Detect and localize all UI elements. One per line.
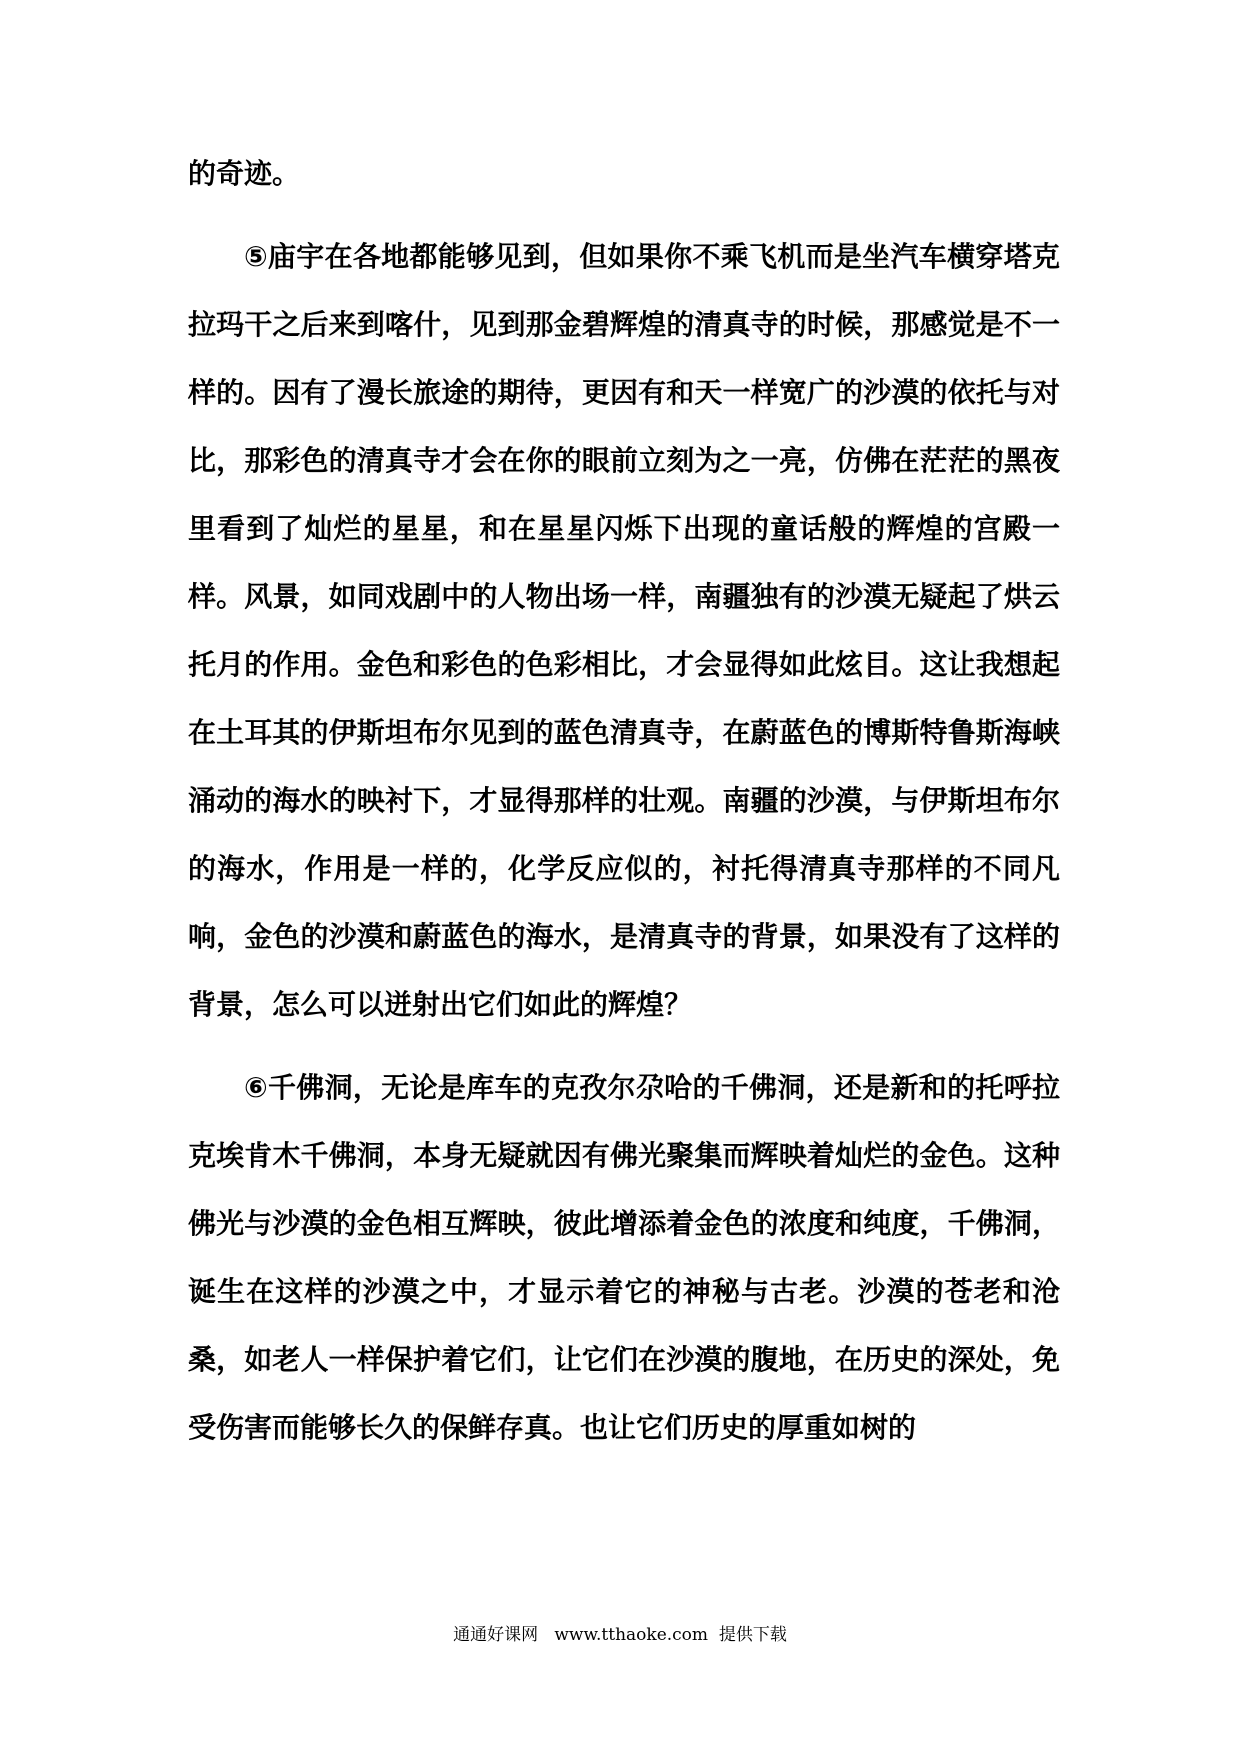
paragraph-5: ⑤庙宇在各地都能够见到，但如果你不乘飞机而是坐汽车横穿塔克拉玛干之后来到喀什，见到那金碧辉煌的清真寺的时候，那感觉是不一样的。因有了漫长旅途的期待，更因有和天一样宽广的沙漠的依托与对比，那彩色的清真寺才会在你的眼前立刻为之一亮，仿佛在茫茫的黑夜里看到了灿烂的星星，和在星星闪烁下出现的童话般的辉煌的宫殿一样。风景，如同戏剧中的人物出场一样，南疆独有的沙漠无疑起了烘云托月的作用。金色和彩色的色彩相比，才会显得如此炫目。这让我想起在土耳其的伊斯坦布尔见到的蓝色清真寺，在蔚蓝色的博斯特鲁斯海峡涌动的海水的映衬下，才显得那样的壮观。南疆的沙漠，与伊斯坦布尔的海水，作用是一样的，化学反应似的，衬托得清真寺那样的不同凡响，金色的沙漠和蔚蓝色的海水，是清真寺的背景，如果没有了这样的背景，怎么可以迸射出它们如此的辉煌？ <box>188 240 1060 1021</box>
paragraph-continuation: 的奇迹。 <box>188 157 301 190</box>
paragraph-6: ⑥千佛洞，无论是库车的克孜尔尕哈的千佛洞，还是新和的托呼拉克埃肯木千佛洞，本身无疑就因有佛光聚集而辉映着灿烂的金色。这种佛光与沙漠的金色相互辉映，彼此增添着金色的浓度和纯度，千佛洞，诞生在这样的沙漠之中，才显示着它的神秘与古老。沙漠的苍老和沧桑，如老人一样保护着它们，让它们在沙漠的腹地，在历史的深处，免受伤害而能够长久的保鲜存真。也让它们历史的厚重如树的 <box>188 1071 1060 1444</box>
article-body <box>188 140 1060 1462</box>
page-footer: 通通好课网 www.tthaoke.com 提供下载 <box>453 1625 787 1645</box>
